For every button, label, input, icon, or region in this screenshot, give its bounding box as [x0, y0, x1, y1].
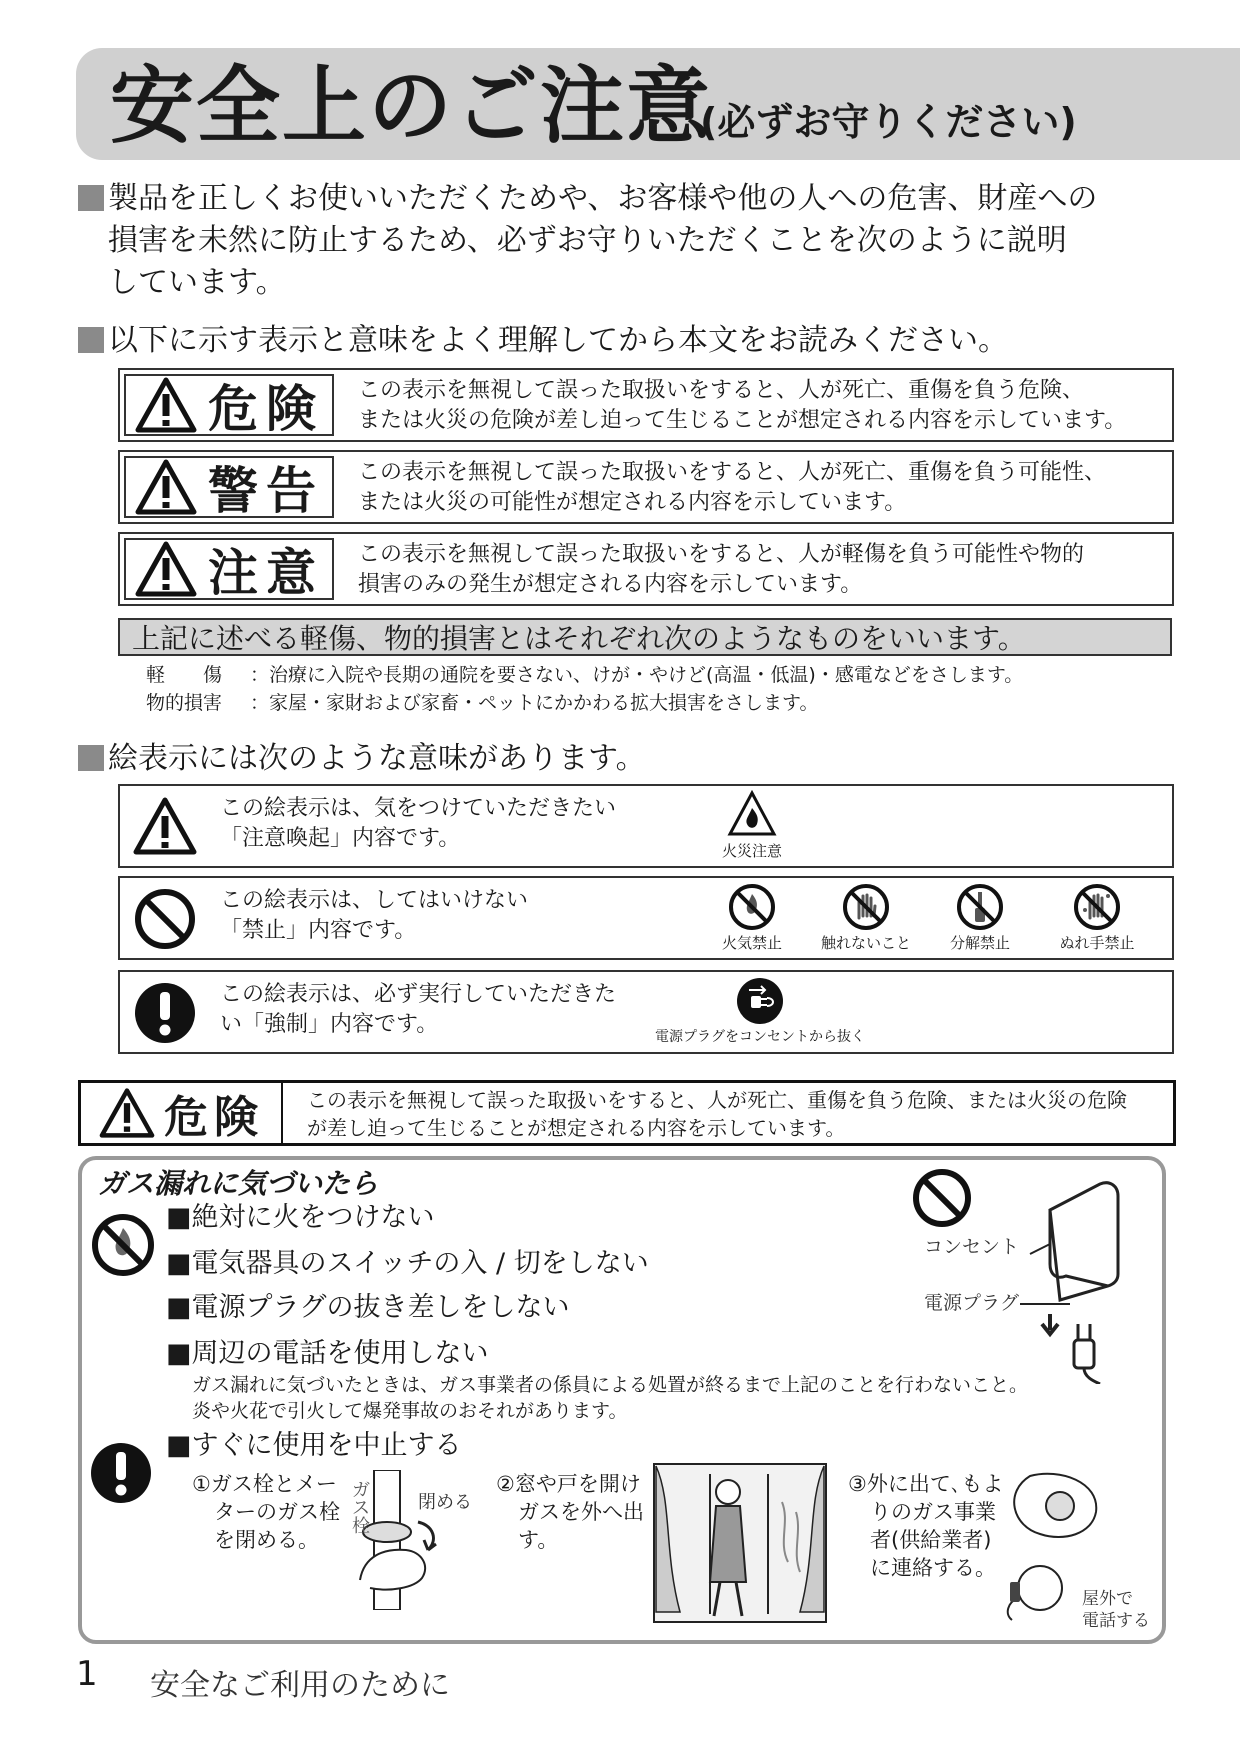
gas-bullet: ■電気器具のスイッチの入 / 切をしない: [166, 1248, 649, 1279]
no-disassembly-icon: [955, 882, 1005, 932]
pictogram-box-prohibit: この絵表示は、してはいけない 「禁止」内容です。 火気禁止 触れないこと 分解禁止 ぬれ手禁止: [118, 876, 1174, 960]
pictogram-box-mandatory: この絵表示は、必ず実行していただきた い「強制」内容です。 電源プラグをコンセントから抜く: [118, 970, 1174, 1054]
signal-box-warning: 警告 この表示を無視して誤った取扱いをすると、人が死亡、重傷を負う可能性、 または火災の可能性が想定される内容を示しています。: [118, 450, 1174, 524]
caution-triangle-icon: [132, 794, 198, 860]
stop-heading: ■すぐに使用を中止する: [166, 1430, 462, 1461]
intro-paragraph: 製品を正しくお使いいただくためや、お客様や他の人への危害、財産への 損害を未然に防止するため、必ずお守りいただくことを次のように説明 しています。: [78, 178, 1188, 304]
definition-item: 物的損害 ：家屋・家財および家畜・ペットにかかわる拡大損害をさします。: [146, 692, 819, 714]
page-number: 1: [76, 1654, 98, 1694]
no-fire-pictogram: 火気禁止: [702, 882, 802, 953]
pictogram-box-caution: この絵表示は、気をつけていただきたい 「注意喚起」内容です。 火災注意: [118, 784, 1174, 868]
step-3-text: ③外に出て､もよ りのガス事業 者(供給業者) に連絡する。: [848, 1472, 1004, 1580]
no-touch-pictogram: 触れないこと: [806, 882, 926, 953]
fire-caution-pictogram: 火災注意: [702, 790, 802, 861]
no-wet-hands-pictogram: ぬれ手禁止: [1042, 882, 1152, 953]
plug-label: 電源プラグ: [924, 1292, 1020, 1314]
open-window-illustration: [650, 1462, 830, 1624]
definition-item: 軽 傷 ：治療に入院や長期の通院を要さない、けが・やけど(高温・低温)・感電などをさします。: [146, 664, 1024, 686]
outlet-label: コンセント: [924, 1236, 1020, 1258]
valve-label: ガス栓: [352, 1480, 370, 1537]
outside-phone-label: 屋外で 電話する: [1082, 1589, 1150, 1631]
mandatory-icon: [88, 1440, 154, 1506]
signal-box-danger: 危険 この表示を無視して誤った取扱いをすると、人が死亡、重傷を負う危険、 または火災の危険が差し迫って生じることが想定される内容を示しています。: [118, 368, 1174, 442]
page-title: 安全上のご注意: [110, 57, 713, 155]
gas-note: 炎や火花で引火して爆発事故のおそれがあります。: [192, 1400, 628, 1422]
step-1-text: ①ガス栓とメー ターのガス栓 を閉める。: [192, 1472, 340, 1552]
no-touch-icon: [841, 882, 891, 932]
danger-box: 危険 この表示を無視して誤った取扱いをすると、人が死亡、重傷を負う危険、または火災の危険 が差し迫って生じることが想定される内容を示しています。: [78, 1080, 1176, 1146]
signal-box-caution: 注意 この表示を無視して誤った取扱いをすると、人が軽傷を負う可能性や物的 損害のみの発生が想定される内容を示しています。: [118, 532, 1174, 606]
step-2-text: ②窓や戸を開け ガスを外へ出 す。: [496, 1472, 644, 1552]
signal-word: 危険: [164, 1092, 264, 1143]
warning-triangle-icon: [98, 1087, 156, 1139]
unplug-icon: [735, 976, 785, 1026]
square-bullet-icon: [78, 185, 104, 211]
close-label: 閉める: [418, 1492, 472, 1513]
signal-word: 危険: [208, 380, 324, 438]
no-disassembly-pictogram: 分解禁止: [930, 882, 1030, 953]
gas-bullet: ■周辺の電話を使用しない: [166, 1338, 489, 1369]
gas-note: ガス漏れに気づいたときは、ガス事業者の係員による処置が終るまで上記のことを行わないこと。: [192, 1374, 1029, 1396]
definition-heading: 上記に述べる軽傷、物的損害とはそれぞれ次のようなものをいいます。: [118, 618, 1172, 656]
warning-triangle-icon: [134, 376, 198, 434]
page-subtitle: (必ずお守りください): [700, 100, 1077, 144]
warning-triangle-icon: [134, 540, 198, 598]
square-bullet-icon: [78, 745, 104, 771]
no-fire-icon: [727, 882, 777, 932]
unplug-pictogram: 電源プラグをコンセントから抜く: [640, 976, 880, 1046]
signal-word: 警告: [208, 462, 324, 520]
no-fire-icon: [90, 1212, 156, 1278]
gas-bullet: ■電源プラグの抜き差しをしない: [166, 1292, 570, 1323]
pictogram-heading: 絵表示には次のような意味があります。: [78, 738, 1188, 780]
gas-leak-heading: ガス漏れに気づいたら: [98, 1167, 379, 1200]
signal-heading: 以下に示す表示と意味をよく理解してから本文をお読みください。: [78, 320, 1188, 362]
fire-caution-icon: [727, 790, 777, 840]
signal-word: 注意: [208, 544, 324, 602]
no-wet-hands-icon: [1072, 882, 1122, 932]
outlet-plug-illustration: [910, 1164, 1156, 1384]
prohibition-icon: [132, 886, 198, 952]
footer-section: 安全なご利用のために: [150, 1668, 450, 1703]
warning-triangle-icon: [134, 458, 198, 516]
gas-bullet: ■絶対に火をつけない: [166, 1202, 435, 1233]
square-bullet-icon: [78, 327, 104, 353]
mandatory-icon: [132, 980, 198, 1046]
